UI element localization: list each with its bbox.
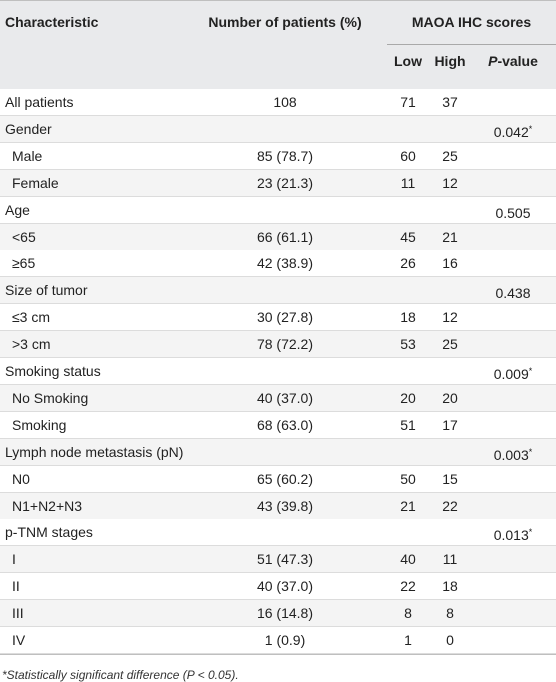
row-high-score: 0: [446, 632, 454, 648]
row-high-score: 21: [442, 228, 458, 245]
header-maoa-ihc-scores: MAOA IHC scores: [411, 14, 532, 30]
row-p-value: [474, 358, 552, 384]
row-high-score: [430, 439, 470, 465]
row-low-score: 8: [404, 605, 412, 622]
header-characteristic: Characteristic: [5, 14, 99, 30]
row-number-of-patients: 66 (61.1): [256, 228, 314, 245]
significance-mark: *: [528, 527, 533, 538]
row-high-score: 12: [442, 309, 458, 326]
row-label: N0: [12, 470, 30, 487]
significance-mark: *: [528, 366, 533, 376]
row-number-of-patients: 23 (21.3): [256, 174, 314, 191]
row-label: ≥65: [12, 255, 36, 272]
row-number-of-patients: [205, 277, 365, 303]
row-low-score: 51: [400, 416, 416, 433]
row-p-value: [474, 277, 552, 303]
table-row: [0, 493, 556, 520]
row-p-value: [474, 412, 552, 438]
top-rule: [0, 0, 556, 1]
row-label: Smoking: [12, 416, 67, 433]
row-number-of-patients: 42 (38.9): [256, 255, 314, 272]
row-low-score: 20: [400, 389, 416, 406]
row-label: Smoking status: [5, 363, 101, 379]
table-row: [0, 331, 556, 358]
table-row: [0, 627, 556, 654]
row-label: II: [12, 578, 20, 595]
row-label: All patients: [5, 94, 74, 110]
table-row: [0, 250, 556, 277]
table-row: [0, 466, 556, 493]
row-p-value: [474, 224, 552, 250]
row-number-of-patients: 78 (72.2): [256, 336, 314, 353]
table-row: [0, 277, 556, 304]
table-row: [0, 89, 556, 116]
row-p-value: [474, 170, 552, 196]
row-high-score: 8: [446, 605, 454, 622]
row-high-score: 15: [442, 470, 458, 487]
row-low-score: [388, 116, 428, 142]
row-high-score: 22: [442, 497, 458, 514]
row-low-score: [388, 277, 428, 303]
row-low-score: 60: [400, 147, 416, 164]
row-p-value: [474, 89, 552, 115]
row-p-value: [474, 493, 552, 519]
row-low-score: 22: [400, 578, 416, 595]
table-row: [0, 224, 556, 251]
row-p-value: [474, 331, 552, 357]
p-value-text: 0.438: [495, 285, 531, 302]
row-label: Female: [12, 174, 59, 191]
row-p-value: [474, 627, 552, 653]
row-p-value: [474, 385, 552, 411]
header-p-value: [474, 53, 552, 69]
row-p-value: [474, 304, 552, 330]
significance-mark: *: [528, 446, 533, 457]
bottom-rule: [0, 654, 556, 655]
row-low-score: 40: [400, 551, 416, 568]
row-p-value: [474, 439, 552, 465]
row-high-score: 20: [442, 389, 458, 406]
row-label: ≤3 cm: [12, 309, 51, 326]
row-number-of-patients: 51 (47.3): [256, 551, 314, 568]
row-low-score: [388, 197, 428, 223]
row-high-score: 17: [442, 416, 458, 433]
row-high-score: [430, 519, 470, 545]
row-p-value: [474, 573, 552, 599]
row-number-of-patients: 65 (60.2): [256, 470, 314, 487]
header-p-italic: P: [488, 53, 498, 69]
p-value-text: 0.042: [493, 123, 529, 140]
row-p-value: [474, 546, 552, 572]
p-value-text: 0.013: [493, 527, 529, 544]
footnote: *Statistically significant difference (P < 0.05).: [2, 667, 239, 682]
row-high-score: 37: [442, 94, 458, 110]
table-row: [0, 385, 556, 412]
header-group-rule: [387, 44, 556, 45]
row-p-value: [474, 116, 552, 142]
row-label: No Smoking: [12, 389, 89, 406]
row-high-score: 18: [442, 578, 458, 595]
row-high-score: 11: [442, 551, 458, 568]
row-high-score: 16: [442, 255, 458, 272]
row-label: Lymph node metastasis (pN): [5, 443, 184, 460]
row-label: Male: [12, 147, 43, 164]
row-number-of-patients: [205, 439, 365, 465]
row-low-score: 1: [404, 632, 412, 648]
table-row: [0, 170, 556, 197]
row-low-score: 11: [400, 174, 416, 191]
row-p-value: [474, 250, 552, 276]
row-low-score: 50: [400, 470, 416, 487]
row-number-of-patients: 40 (37.0): [256, 578, 314, 595]
row-number-of-patients: 85 (78.7): [256, 147, 314, 164]
row-high-score: 12: [442, 174, 458, 191]
p-value-text: 0.009: [493, 366, 529, 382]
row-low-score: 45: [400, 228, 416, 245]
row-number-of-patients: 30 (27.8): [256, 309, 314, 326]
table-row: [0, 412, 556, 439]
row-low-score: 53: [400, 336, 416, 353]
row-p-value: [474, 466, 552, 492]
row-p-value: [474, 197, 552, 223]
row-label: III: [12, 605, 24, 622]
header-high: High: [434, 53, 466, 69]
row-number-of-patients: [205, 197, 365, 223]
row-label: N1+N2+N3: [12, 497, 83, 514]
row-number-of-patients: [205, 358, 365, 384]
row-low-score: 26: [400, 255, 416, 272]
table-row: [0, 143, 556, 170]
row-number-of-patients: 43 (39.8): [256, 497, 314, 514]
row-high-score: [430, 358, 470, 384]
p-value-text: 0.003: [493, 446, 529, 463]
row-label: Age: [5, 201, 30, 218]
row-p-value: [474, 600, 552, 626]
table-row: [0, 600, 556, 627]
row-high-score: [430, 116, 470, 142]
row-label: IV: [12, 632, 26, 648]
row-high-score: [430, 277, 470, 303]
row-label: >3 cm: [12, 336, 51, 353]
row-label: p-TNM stages: [5, 524, 93, 541]
row-low-score: 71: [400, 94, 416, 110]
table-row: [0, 546, 556, 573]
header-number-of-patients: Number of patients (%): [208, 14, 362, 30]
row-number-of-patients: [205, 519, 365, 545]
row-low-score: [388, 519, 428, 545]
row-label: Size of tumor: [5, 282, 88, 299]
row-number-of-patients: 1 (0.9): [264, 632, 306, 648]
table-row: [0, 304, 556, 331]
row-label: <65: [12, 228, 36, 245]
row-low-score: [388, 439, 428, 465]
table-row: [0, 116, 556, 143]
row-number-of-patients: 68 (63.0): [256, 416, 314, 433]
row-p-value: [474, 519, 552, 545]
row-number-of-patients: [205, 116, 365, 142]
p-value-text: 0.505: [495, 204, 531, 221]
row-high-score: 25: [442, 147, 458, 164]
row-label: I: [12, 551, 16, 568]
row-low-score: [388, 358, 428, 384]
row-number-of-patients: 108: [273, 94, 297, 110]
row-high-score: 25: [442, 336, 458, 353]
row-high-score: [430, 197, 470, 223]
table-row: [0, 358, 556, 385]
row-low-score: 21: [400, 497, 416, 514]
table-row: [0, 573, 556, 600]
table-row: [0, 197, 556, 224]
row-number-of-patients: 40 (37.0): [256, 389, 314, 406]
table-row: [0, 519, 556, 546]
table-row: [0, 439, 556, 466]
row-label: Gender: [5, 120, 52, 137]
row-p-value: [474, 143, 552, 169]
row-number-of-patients: 16 (14.8): [256, 605, 314, 622]
header-p-suffix: -value: [497, 53, 538, 69]
row-low-score: 18: [400, 309, 416, 326]
header-low: Low: [394, 53, 422, 69]
significance-mark: *: [528, 123, 533, 134]
